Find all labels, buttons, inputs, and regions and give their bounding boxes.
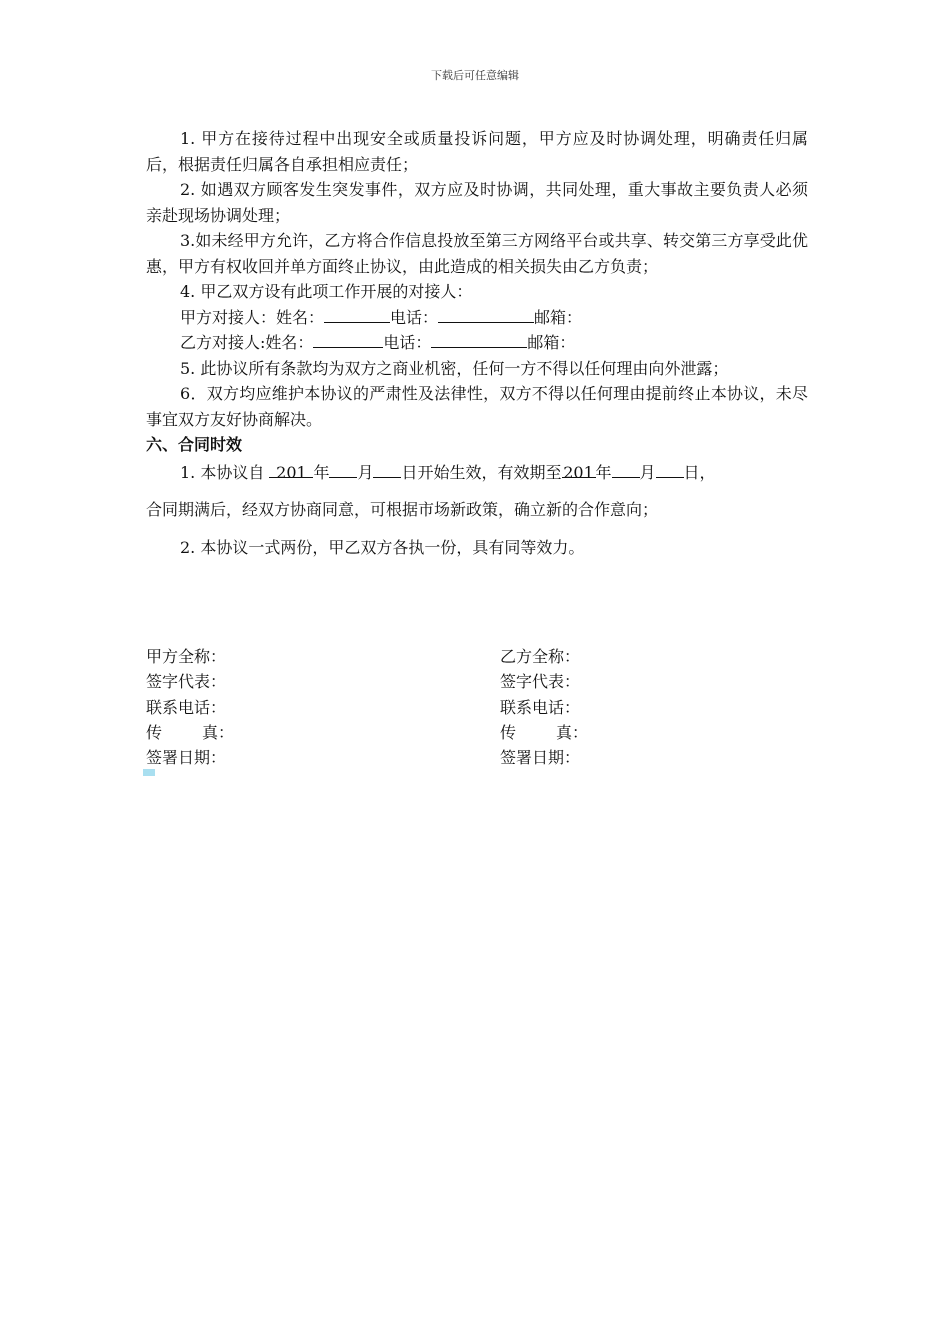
party-b-phone: 联系电话：: [500, 697, 581, 717]
section-6-heading: 六、合同时效: [146, 435, 243, 454]
page-header: 下载后可任意编辑: [431, 69, 519, 82]
party-b-signature: [500, 644, 588, 770]
contact-a-phone-blank: [438, 305, 534, 323]
party-a-fax: [146, 720, 234, 745]
start-year-label: 年: [313, 462, 330, 482]
end-day-label: 日，: [683, 462, 716, 482]
document-body: [146, 126, 808, 560]
party-a-signatory: 签字代表：: [146, 672, 227, 692]
term-2: 2. 本协议一式两份，甲乙双方各执一份，具有同等效力。: [180, 537, 585, 557]
start-day-label: 日开始生效，有效期至: [401, 462, 562, 482]
contact-b-phone-label: 电话：: [383, 333, 432, 352]
term-1-line-1: [146, 460, 808, 486]
clause-4: 4. 甲乙双方设有此项工作开展的对接人：: [180, 282, 473, 301]
party-a-fax-char-1: 传: [146, 722, 163, 742]
party-a-date: 签署日期：: [146, 748, 227, 768]
text-cursor-highlight: [143, 769, 155, 776]
clause-5: 5. 此协议所有条款均为双方之商业机密，任何一方不得以任何理由向外泄露；: [180, 358, 729, 378]
end-year-label: 年: [595, 462, 612, 482]
start-month-label: 月: [357, 462, 374, 482]
term-1-line-2: 合同期满后，经双方协商同意，可根据市场新政策，确立新的合作意向；: [146, 500, 659, 519]
party-b-date: 签署日期：: [500, 748, 581, 768]
end-month-blank: [612, 460, 640, 478]
contact-party-a: [146, 305, 808, 331]
party-b-signatory: 签字代表：: [500, 672, 581, 692]
clause-3: 3.如未经甲方允许，乙方将合作信息投放至第三方网络平台或共享、转交第三方享受此优惠，甲方有权收回并单方面终止协议，由此造成的相关损失由乙方负责；: [146, 231, 808, 276]
clause-2: 2. 如遇双方顾客发生突发事件，双方应及时协调，共同处理，重大事故主要负责人必须亲赴现场协调处理；: [146, 180, 808, 225]
party-a-full-name: 甲方全称：: [146, 647, 227, 666]
party-b-fax-char-1: 传: [500, 722, 517, 742]
party-a-signature: [146, 644, 234, 770]
party-a-fax-char-2: 真：: [202, 722, 235, 742]
clause-6: 6．双方均应维护本协议的严肃性及法律性，双方不得以任何理由提前终止本协议，未尽事宜双方友好协商解决。: [146, 384, 808, 429]
contact-b-name-blank: [313, 330, 383, 348]
end-year-blank: 201: [562, 460, 596, 478]
start-month-blank: [329, 460, 357, 478]
contact-b-email-label: 邮箱：: [527, 333, 576, 352]
contact-b-name-label: 乙方对接人:姓名：: [180, 333, 314, 352]
contact-a-name-label: 甲方对接人：姓名：: [180, 307, 325, 327]
start-year-blank: 201: [269, 460, 313, 478]
contact-a-name-blank: [324, 305, 390, 323]
end-month-label: 月: [639, 462, 656, 482]
term-1-lead: 1. 本协议自: [180, 462, 265, 482]
end-day-blank: [656, 460, 684, 478]
contact-a-phone-label: 电话：: [390, 307, 439, 327]
party-a-phone: 联系电话：: [146, 697, 227, 717]
party-b-fax-char-2: 真：: [556, 722, 589, 742]
clause-1: 1. 甲方在接待过程中出现安全或质量投诉问题，甲方应及时协调处理，明确责任归属后，根据责任归属各自承担相应责任；: [146, 129, 808, 174]
start-day-blank: [373, 460, 401, 478]
party-b-full-name: 乙方全称：: [500, 647, 581, 666]
party-b-fax: [500, 720, 588, 745]
contact-b-phone-blank: [431, 330, 527, 348]
contact-party-b: [146, 330, 808, 356]
contact-a-email-label: 邮箱：: [534, 307, 583, 327]
